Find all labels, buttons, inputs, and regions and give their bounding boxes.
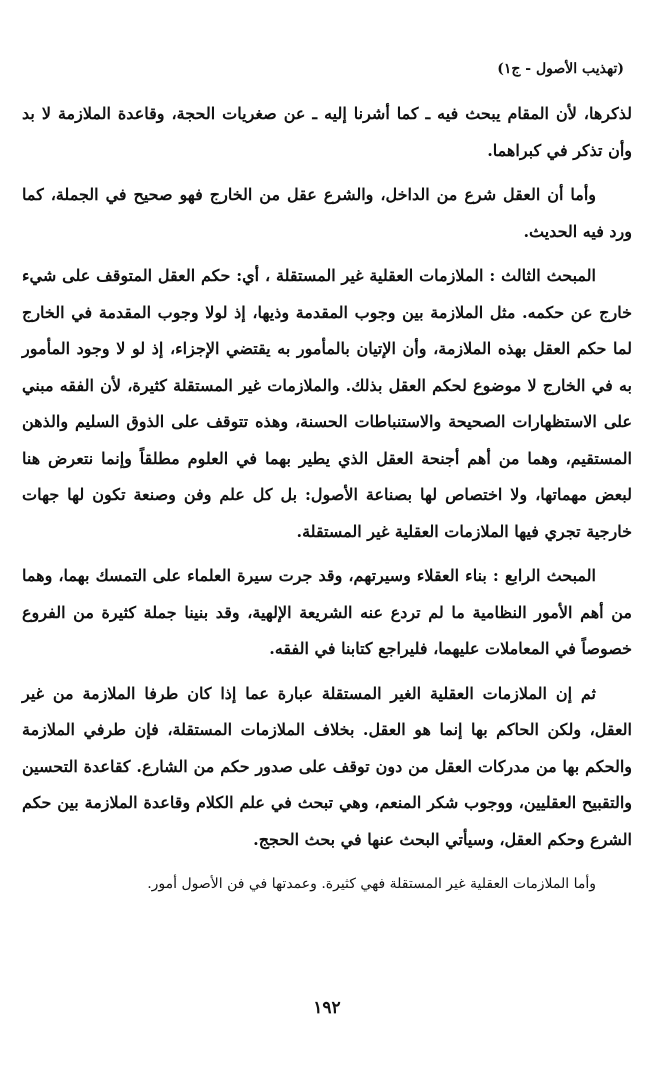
paragraph-third-section: المبحث الثالث : الملازمات العقلية غير المستقلة ، أي: حكم العقل المتوقف على شيء خارج عن حكمه. مثل الملازمة بين وجوب المقدمة وذيها، إذ لولا وجوب المقدمة في الخارج لما حكم العقل بهذه الملازمة، وأن الإتيان بالمأمور به يقتضي الإجزاء، إذ لو لا وجود المأمور به في الخارج لا موضوع لحكم العقل بذلك. والملازمات غير المستقلة كثيرة، لأن الفقه مبني على الاستظهارات الصحيحة والاستنباطات الحسنة، وهذه تتوقف على الذوق السليم والذهن المستقيم، وهما من أهم أجنحة العقل الذي يطير بهما في العلوم مطلقاً وإنما نتعرض هنا لبعض مهماتها، ولا اختصاص لها بصناعة الأصول: بل كل علم وفن وصنعة تكون لها جهات خارجية تجري فيها الملازمات العقلية غير المستقلة. <box>22 266 633 541</box>
page-number: ١٩٢ <box>313 998 341 1018</box>
body-text <box>22 96 632 911</box>
document-page <box>22 48 632 1048</box>
paragraph: ثم إن الملازمات العقلية الغير المستقلة عبارة عما إذا كان طرفا الملازمة من غير العقل، ولكن الحاكم بها إنما هو العقل. بخلاف الملازمات المستقلة، فإن طرفي الملازمة والحكم بها من مدركات العقل من دون توقف على صدور حكم من الشارع. كقاعدة التحسين والتقبيح العقليين، ووجوب شكر المنعم، وهي تبحث في علم الكلام وقاعدة الملازمة بين حكم الشرع وحكم العقل، وسيأتي البحث عنها في بحث الحجج. <box>22 683 633 849</box>
closing-note: وأما الملازمات العقلية غير المستقلة فهي كثيرة. وعمدتها في فن الأصول أمور. <box>147 876 596 892</box>
running-head: (تهذيب الأصول - ج١) <box>497 61 624 77</box>
paragraph: وأما أن العقل شرع من الداخل، والشرع عقل من الخارج فهو صحيح في الجملة، كما ورد فيه الحديث. <box>22 185 632 241</box>
paragraph-fourth-section: المبحث الرابع : بناء العقلاء وسيرتهم، وقد جرت سيرة العلماء على التمسك بهما، وهما من أهم الأمور النظامية ما لم تردع عنه الشريعة الإلهية، وقد بنينا جملة كثيرة من الفروع خصوصاً في المعاملات عليهما، فليراجع كتابنا في الفقه. <box>22 566 632 658</box>
paragraph-continued: لذكرها، لأن المقام يبحث فيه ـ كما أشرنا إليه ـ عن صغريات الحجة، وقاعدة الملازمة لا بد وأن تذكر في كبراهما. <box>22 104 632 160</box>
